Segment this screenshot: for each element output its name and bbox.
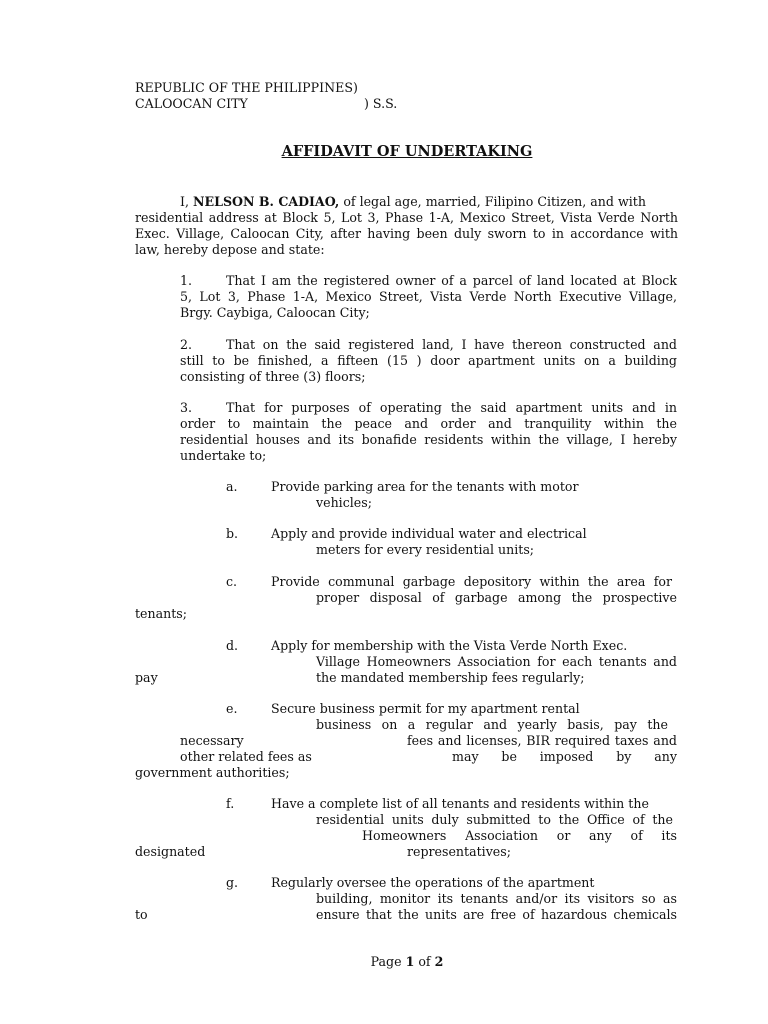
page-current: 1: [405, 954, 415, 969]
document-title: AFFIDAVIT OF UNDERTAKING: [281, 143, 533, 160]
item-3-line-3: residential houses and its bonafide residents within the village, I hereby: [180, 432, 677, 447]
sub-a-line-1: Provide parking area for the tenants with motor: [271, 479, 579, 494]
sub-g-line-3b: ensure that the units are free of hazardous chemicals: [316, 907, 677, 922]
sub-c-line-3: tenants;: [135, 606, 188, 621]
sub-g-letter: g.: [226, 875, 239, 890]
page-total: 2: [434, 954, 444, 969]
intro-line-4: law, hereby depose and state:: [135, 242, 325, 257]
sub-e-line-4b: may be imposed by any: [452, 749, 677, 764]
intro-line-2: residential address at Block 5, Lot 3, Phase 1-A, Mexico Street, Vista Verde North: [135, 210, 678, 225]
sub-e-line-2: business on a regular and yearly basis, pay the: [316, 717, 668, 732]
sub-d-line-1: Apply for membership with the Vista Verde North Exec.: [271, 638, 628, 653]
item-1-line-1: That I am the registered owner of a parcel of land located at Block: [226, 273, 677, 288]
item-3-line-1: That for purposes of operating the said apartment units and in: [226, 400, 677, 415]
sub-e-line-3a: necessary: [180, 733, 244, 748]
sub-c-line-1: Provide communal garbage depository within the area for: [271, 574, 672, 589]
item-3-line-2: order to maintain the peace and order and tranquility within the: [180, 416, 677, 431]
item-1-number: 1.: [180, 273, 193, 288]
header-city: CALOOCAN CITY: [135, 96, 248, 111]
sub-g-line-1: Regularly oversee the operations of the apartment: [271, 875, 595, 890]
sub-b-line-2: meters for every residential units;: [316, 542, 535, 557]
sub-f-line-4b: representatives;: [407, 844, 511, 859]
item-2-line-3: consisting of three (3) floors;: [180, 369, 366, 384]
sub-d-line-2: Village Homeowners Association for each tenants and: [316, 654, 677, 669]
sub-c-line-2: proper disposal of garbage among the prospective: [316, 590, 677, 605]
intro-post: of legal age, married, Filipino Citizen, and with: [339, 194, 646, 209]
intro-pre: I,: [180, 194, 193, 209]
header-republic: REPUBLIC OF THE PHILIPPINES): [135, 80, 358, 95]
sub-g-line-3a: to: [135, 907, 148, 922]
item-2-number: 2.: [180, 337, 193, 352]
sub-b-line-1: Apply and provide individual water and electrical: [271, 526, 587, 541]
sub-e-line-3b: fees and licenses, BIR required taxes and: [407, 733, 677, 748]
page-footer: [0, 954, 768, 970]
item-3-line-4: undertake to;: [180, 448, 267, 463]
sub-g-line-2: building, monitor its tenants and/or its visitors so as: [316, 891, 677, 906]
intro-line-1: [180, 194, 646, 210]
sub-d-letter: d.: [226, 638, 239, 653]
sub-d-line-3b: the mandated membership fees regularly;: [316, 670, 585, 685]
item-1-line-2: 5, Lot 3, Phase 1-A, Mexico Street, Vista Verde North Executive Village,: [180, 289, 677, 304]
sub-f-line-4a: designated: [135, 844, 206, 859]
item-2-line-2: still to be finished, a fifteen (15 ) door apartment units on a building: [180, 353, 677, 368]
item-2-line-1: That on the said registered land, I have thereon constructed and: [226, 337, 677, 352]
affiant-name: NELSON B. CADIAO,: [192, 194, 340, 209]
item-3-number: 3.: [180, 400, 193, 415]
sub-f-line-3: Homeowners Association or any of its: [362, 828, 677, 843]
sub-e-line-5: government authorities;: [135, 765, 290, 780]
header-ss: ) S.S.: [364, 96, 398, 111]
item-1-line-3: Brgy. Caybiga, Caloocan City;: [180, 305, 370, 320]
intro-line-3: Exec. Village, Caloocan City, after having been duly sworn to in accordance with: [135, 226, 678, 241]
sub-a-line-2: vehicles;: [316, 495, 372, 510]
sub-e-line-1: Secure business permit for my apartment rental: [271, 701, 580, 716]
sub-f-letter: f.: [226, 796, 235, 811]
sub-f-line-1: Have a complete list of all tenants and residents within the: [271, 796, 649, 811]
sub-f-line-2: residential units duly submitted to the Office of the: [316, 812, 673, 827]
page-label: Page: [370, 954, 406, 969]
sub-e-letter: e.: [226, 701, 238, 716]
sub-b-letter: b.: [226, 526, 239, 541]
sub-d-line-3a: pay: [135, 670, 158, 685]
sub-a-letter: a.: [226, 479, 238, 494]
sub-c-letter: c.: [226, 574, 238, 589]
sub-e-line-4a: other related fees as: [180, 749, 312, 764]
page-of: of: [414, 954, 435, 969]
